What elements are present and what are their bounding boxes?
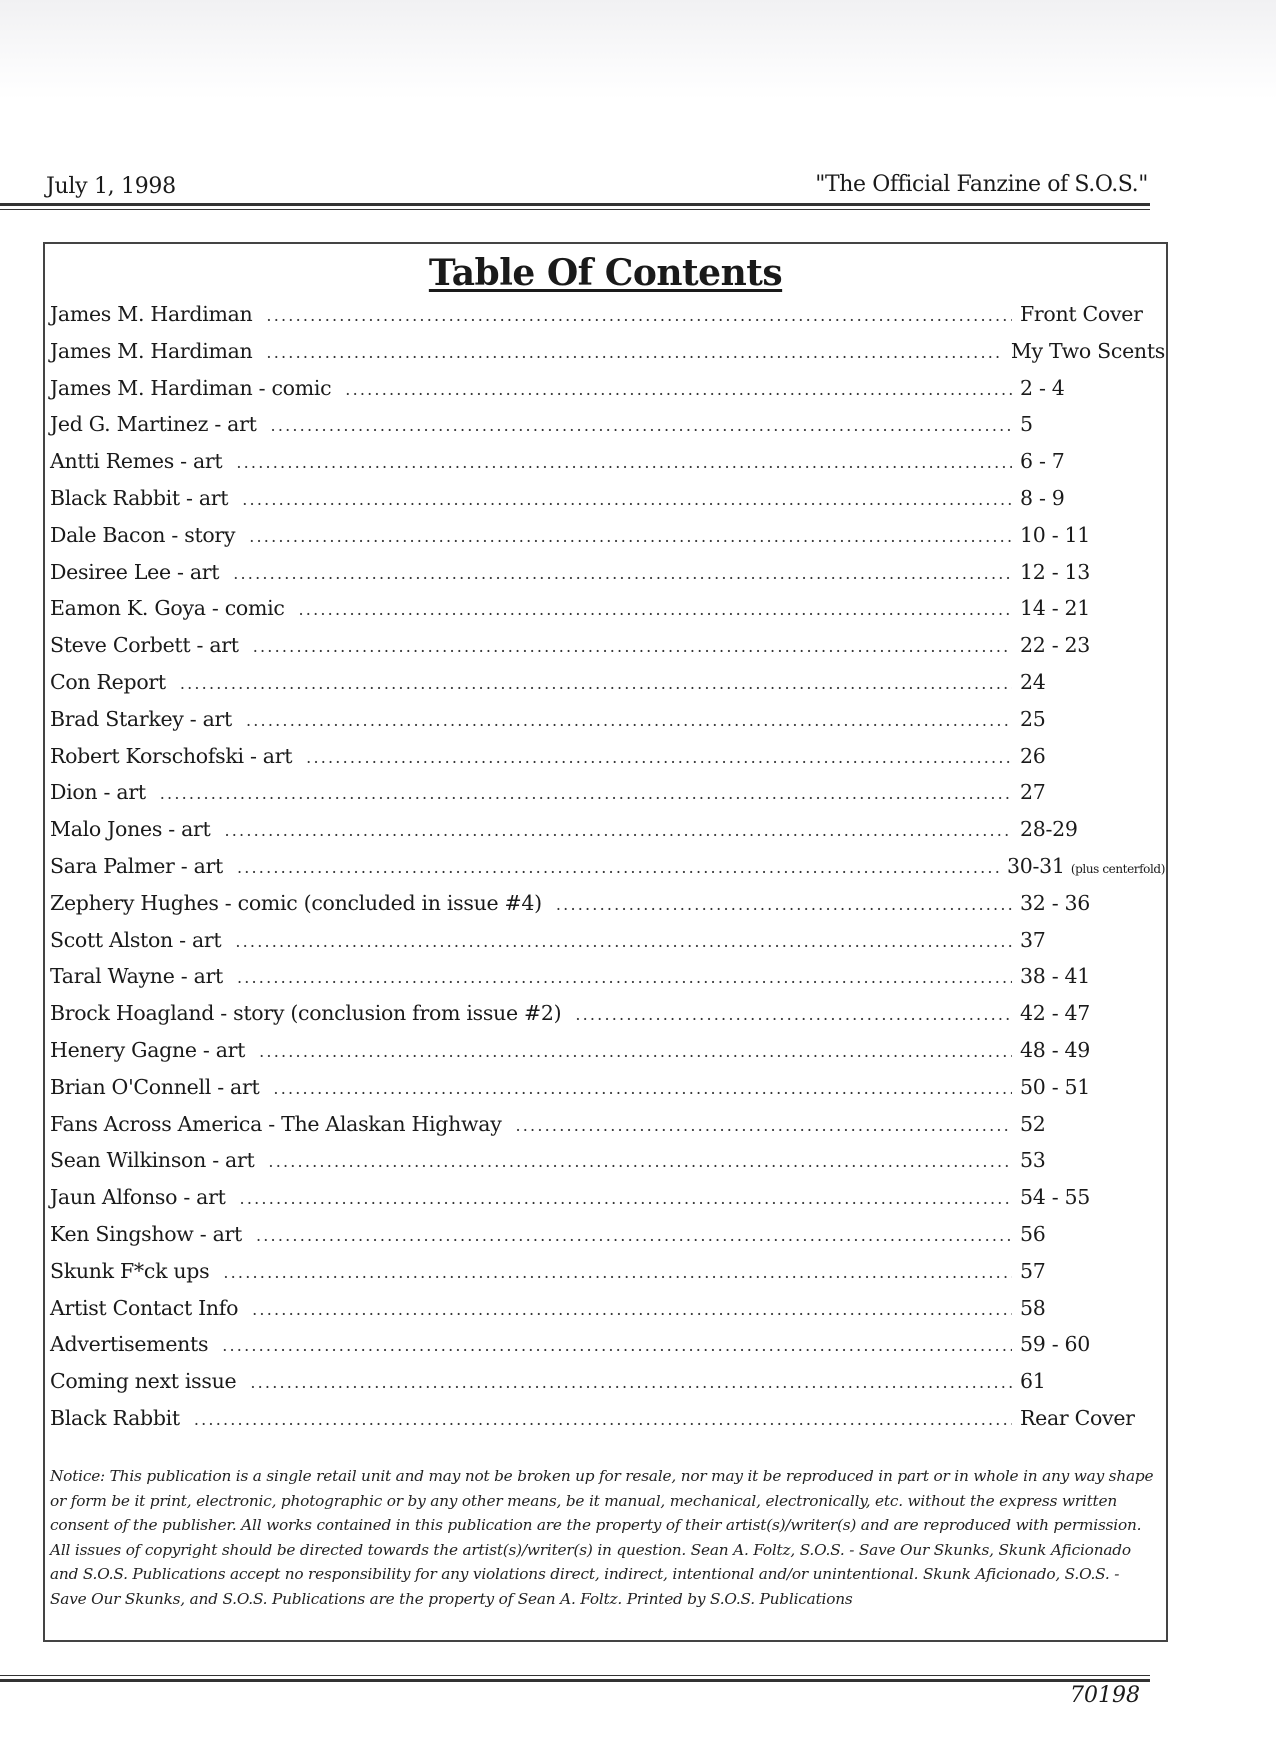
toc-entry-page-text: 57 [1020, 1258, 1046, 1283]
toc-entry-page-text: 54 - 55 [1020, 1185, 1091, 1210]
toc-entry-page [1020, 1259, 1165, 1283]
toc-entry-page-text: 61 [1020, 1369, 1046, 1394]
toc-entry [50, 1406, 1165, 1443]
toc-entry-page-text: 12 - 13 [1020, 559, 1091, 584]
toc-entry-page-text: 38 - 41 [1020, 964, 1091, 989]
toc-entry-page [1020, 1112, 1165, 1136]
toc-dot-leader [235, 932, 1012, 951]
toc-entry-page-text: 24 [1020, 669, 1046, 694]
toc-entry-label: Malo Jones - art [50, 817, 211, 842]
toc-entry [50, 854, 1165, 891]
toc-entry-page [1020, 964, 1165, 988]
toc-entry-label: Scott Alston - art [50, 927, 222, 952]
toc-entry-page-text: 26 [1020, 743, 1046, 768]
toc-dot-leader [299, 600, 1012, 619]
toc-entry-label: Jed G. Martinez - art [50, 412, 257, 437]
toc-entry-page [1020, 1038, 1165, 1062]
toc-dot-leader [240, 1189, 1012, 1208]
footer-issue-code: 70198 [1070, 1683, 1140, 1708]
toc-dot-leader [266, 306, 1012, 325]
toc-entry [50, 302, 1165, 339]
toc-entry-page-text: 28-29 [1020, 817, 1078, 842]
toc-dot-leader [233, 564, 1012, 583]
toc-entry-page-text: 10 - 11 [1020, 522, 1091, 547]
toc-entry-page-text: 59 - 60 [1020, 1332, 1091, 1357]
toc-entry-page [1020, 1075, 1165, 1099]
toc-entry-label: Taral Wayne - art [50, 964, 223, 989]
toc-entry-page-text: 5 [1020, 412, 1033, 437]
toc-entry-page [1020, 412, 1165, 436]
toc-entry-label: Coming next issue [50, 1369, 237, 1394]
toc-dot-leader [224, 821, 1012, 840]
toc-entry-page [1020, 449, 1165, 473]
toc-dot-leader [252, 1300, 1012, 1319]
toc-entry [50, 1332, 1165, 1369]
toc-entry [50, 1259, 1165, 1296]
copyright-notice: Notice: This publication is a single retail unit and may not be broken up for resale, nor may it be reproduced in part or in whole in any way shape or form be it print, electronic, photographic or by any other means, be it manual, mechanical, electronically, etc. without the express written consent of the publisher. All works contained in this publication are the property of their artist(s)/writer(s) and are reproduced with permission. All issues of copyright should be directed towards the artist(s)/writer(s) in question. Sean A. Foltz, S.O.S. - Save Our Skunks, Skunk Aficionado and S.O.S. Publications accept no responsibility for any violations direct, indirect, intentional and/or unintentional. Skunk Aficionado, S.O.S. - Save Our Skunks, and S.O.S. Publications are the property of Sean A. Foltz. Printed by S.O.S. Publications [50, 1467, 1154, 1608]
toc-entry-page [1020, 707, 1165, 731]
toc-title: Table Of Contents [428, 252, 783, 294]
toc-dot-leader [253, 637, 1012, 656]
toc-entry-label: Desiree Lee - art [50, 559, 220, 584]
toc-entry [50, 449, 1165, 486]
toc-entry-label: Henery Gagne - art [50, 1037, 246, 1062]
toc-entry-page [1020, 633, 1165, 657]
toc-entry-page [1020, 1369, 1165, 1393]
toc-entry-page-text: 2 - 4 [1020, 375, 1065, 400]
toc-entry [50, 1038, 1165, 1075]
toc-entry [50, 523, 1165, 560]
toc-entry-page-text: 58 [1020, 1295, 1046, 1320]
toc-entry [50, 1001, 1165, 1038]
toc-entry-page [1020, 1185, 1165, 1209]
toc-entry [50, 1112, 1165, 1149]
toc-dot-leader [345, 380, 1012, 399]
toc-entry-page-text: 37 [1020, 927, 1046, 952]
toc-entry [50, 744, 1165, 781]
toc-dot-leader [223, 1263, 1012, 1282]
toc-dot-leader [242, 490, 1012, 509]
table-of-contents-box [43, 242, 1168, 1642]
toc-dot-leader [237, 858, 999, 877]
toc-entry-label: Zephery Hughes - comic (concluded in issue #4) [50, 890, 542, 915]
header-date: July 1, 1998 [46, 174, 176, 199]
toc-entry [50, 891, 1165, 928]
toc-entry-page [1020, 376, 1165, 400]
toc-entry [50, 1148, 1165, 1185]
toc-entry-label: Black Rabbit - art [50, 485, 229, 510]
toc-dot-leader [306, 748, 1012, 767]
toc-entry-page [1020, 744, 1165, 768]
toc-dot-leader [259, 1042, 1012, 1061]
toc-entry-page-text: 8 - 9 [1020, 485, 1065, 510]
toc-entry-page-text: 25 [1020, 706, 1046, 731]
toc-entry-page-text: 22 - 23 [1020, 633, 1091, 658]
toc-entry-page-text: 53 [1020, 1148, 1046, 1173]
toc-entry-page [1011, 339, 1165, 363]
toc-entry-page-text: 52 [1020, 1111, 1046, 1136]
toc-dot-leader [236, 453, 1012, 472]
toc-entry [50, 1369, 1165, 1406]
toc-entry-note: (plus centerfold) [1070, 861, 1165, 876]
toc-entry-label: Fans Across America - The Alaskan Highway [50, 1111, 502, 1136]
toc-entry-label: Artist Contact Info [50, 1295, 239, 1320]
toc-entry [50, 1185, 1165, 1222]
toc-entry-page [1020, 928, 1165, 952]
toc-dot-leader [515, 1116, 1012, 1135]
toc-dot-leader [222, 1336, 1012, 1355]
toc-entry [50, 486, 1165, 523]
toc-entry-label: Sara Palmer - art [50, 853, 223, 878]
toc-entry-page [1020, 486, 1165, 510]
toc-entry-page-text: My Two Scents [1010, 338, 1165, 363]
header-publication-title: "The Official Fanzine of S.O.S." [815, 172, 1148, 197]
toc-entry-page [1007, 854, 1165, 878]
header-rule-top [0, 203, 1150, 206]
toc-entry [50, 707, 1165, 744]
footer-rule-top [0, 1675, 1150, 1676]
toc-dot-leader [249, 527, 1012, 546]
toc-entry-page [1020, 1001, 1165, 1025]
toc-entry-page-text: 27 [1020, 780, 1046, 805]
toc-entry [50, 964, 1165, 1001]
toc-entry-label: Brad Starkey - art [50, 706, 232, 731]
toc-entry-page [1020, 560, 1165, 584]
toc-entry-page-text: Rear Cover [1020, 1405, 1135, 1430]
toc-entry-label: Ken Singshow - art [50, 1221, 242, 1246]
toc-entry-page [1020, 670, 1165, 694]
toc-entry-label: Dion - art [50, 780, 146, 805]
toc-dot-leader [194, 1410, 1012, 1429]
toc-entry-label: James M. Hardiman [50, 338, 253, 363]
toc-entry-page-text: 56 [1020, 1221, 1046, 1246]
toc-entry-page [1020, 891, 1165, 915]
toc-entry-page [1020, 1332, 1165, 1356]
toc-entry-page-text: 42 - 47 [1020, 1001, 1091, 1026]
toc-entry-page-text: 32 - 36 [1020, 890, 1091, 915]
toc-dot-leader [273, 1079, 1012, 1098]
toc-entry-page-text: 48 - 49 [1020, 1037, 1091, 1062]
toc-entry-label: Con Report [50, 669, 166, 694]
toc-entry-label: Black Rabbit [50, 1405, 180, 1430]
toc-entry-page-text: 14 - 21 [1020, 596, 1091, 621]
toc-dot-leader [160, 784, 1012, 803]
scan-shading [0, 0, 1276, 100]
toc-entry-label: Dale Bacon - story [50, 522, 236, 547]
toc-entry-page-text: 30-31 [1006, 853, 1065, 878]
toc-entry [50, 1222, 1165, 1259]
toc-dot-leader [266, 343, 1002, 362]
toc-dot-leader [237, 968, 1012, 987]
toc-entry-label: James M. Hardiman - comic [50, 375, 332, 400]
toc-entry-label: Jaun Alfonso - art [50, 1185, 226, 1210]
toc-entry-label: Eamon K. Goya - comic [50, 596, 285, 621]
toc-entry [50, 780, 1165, 817]
toc-dot-leader [268, 1152, 1012, 1171]
toc-entry-label: Sean Wilkinson - art [50, 1148, 255, 1173]
toc-dot-leader [556, 895, 1012, 914]
toc-dot-leader [575, 1005, 1012, 1024]
toc-entry-page [1020, 1222, 1165, 1246]
toc-entry-page-text: 6 - 7 [1020, 449, 1065, 474]
toc-entry-page-text: Front Cover [1020, 302, 1143, 326]
toc-entry-label: Steve Corbett - art [50, 633, 239, 658]
toc-entry-label: Antti Remes - art [50, 449, 223, 474]
toc-entry-page [1020, 1148, 1165, 1172]
toc-entry [50, 928, 1165, 965]
toc-dot-leader [246, 711, 1012, 730]
toc-entry-label: Brian O'Connell - art [50, 1074, 260, 1099]
footer-rule-bottom [0, 1679, 1150, 1682]
toc-entry-label: Skunk F*ck ups [50, 1258, 210, 1283]
toc-entry-label: Advertisements [50, 1332, 209, 1357]
toc-entry-page [1020, 780, 1165, 804]
header-rule-bottom [0, 209, 1150, 210]
toc-entry-page [1020, 302, 1165, 326]
toc-entry [50, 339, 1165, 376]
toc-entry-label: James M. Hardiman [50, 302, 253, 326]
toc-entry [50, 1075, 1165, 1112]
toc-entry-label: Robert Korschofski - art [50, 743, 293, 768]
toc-entry [50, 596, 1165, 633]
toc-entry [50, 670, 1165, 707]
toc-entry [50, 376, 1165, 413]
toc-entry-page [1020, 817, 1165, 841]
toc-dot-leader [256, 1226, 1012, 1245]
toc-list [50, 302, 1165, 1443]
toc-dot-leader [180, 674, 1012, 693]
toc-entry-page [1020, 1296, 1165, 1320]
toc-entry-page-text: 50 - 51 [1020, 1074, 1091, 1099]
toc-dot-leader [250, 1373, 1012, 1392]
toc-entry [50, 560, 1165, 597]
toc-entry [50, 633, 1165, 670]
toc-entry [50, 412, 1165, 449]
toc-entry [50, 1296, 1165, 1333]
toc-entry [50, 817, 1165, 854]
toc-entry-page [1020, 596, 1165, 620]
toc-entry-label: Brock Hoagland - story (conclusion from issue #2) [50, 1001, 562, 1026]
toc-entry-page [1020, 1406, 1165, 1430]
toc-entry-page [1020, 523, 1165, 547]
toc-dot-leader [271, 416, 1012, 435]
